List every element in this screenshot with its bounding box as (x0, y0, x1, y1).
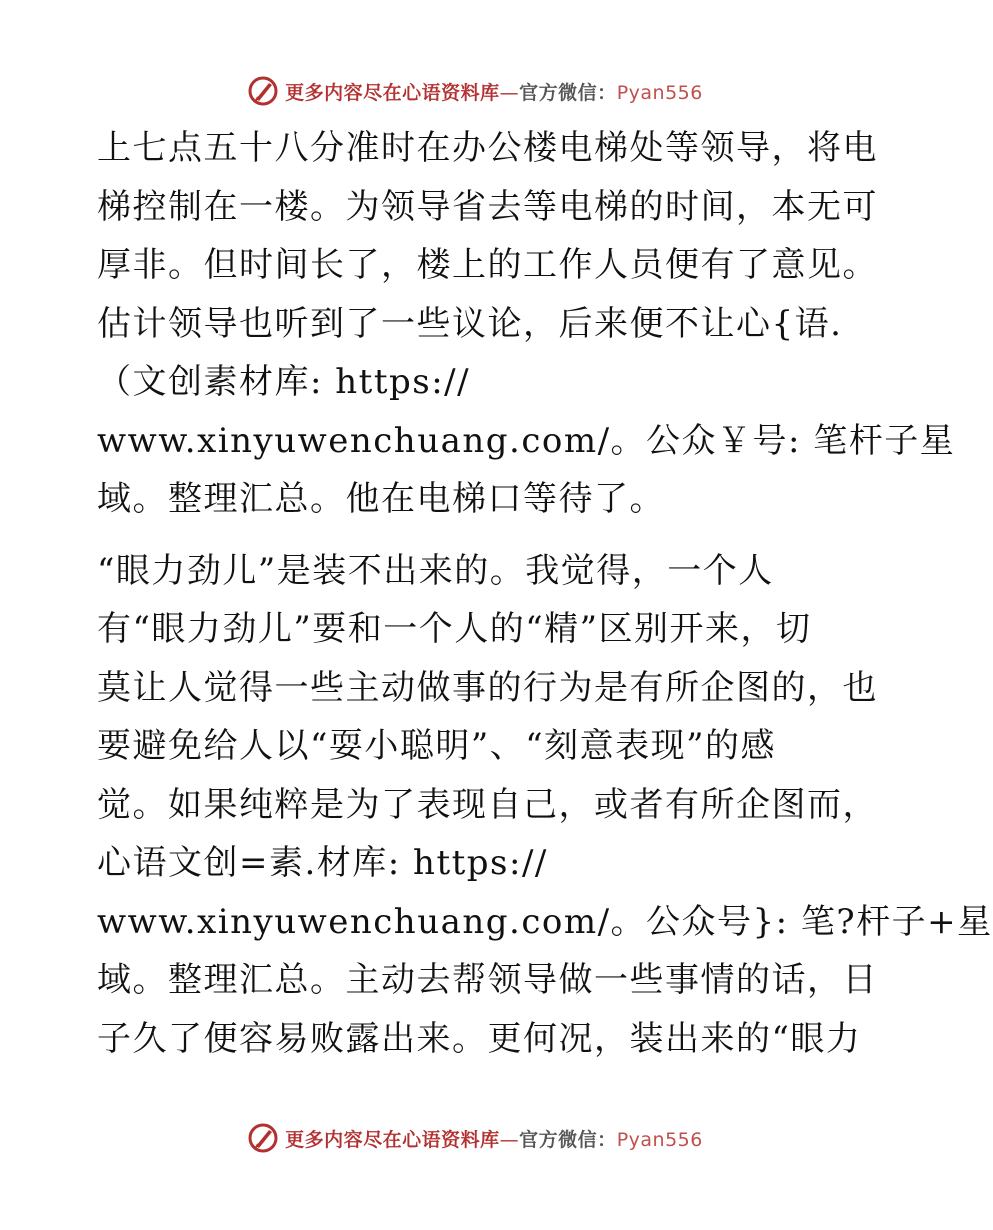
watermark-label: 官方微信： (519, 1128, 617, 1151)
watermark-id: Pyan556 (616, 81, 703, 104)
text-line: 估计领导也听到了一些议论，后来便不让心{语. (97, 303, 843, 344)
text-line: www.xinyuwenchuang.com/。公众￥号: 笔杆子星 (97, 420, 956, 461)
text-line: 厚非。但时间长了，楼上的工作人员便有了意见。 (97, 245, 878, 285)
watermark-id: Pyan556 (616, 1128, 703, 1151)
text-line: 域。整理汇总。主动去帮领导做一些事情的话，日 (97, 960, 878, 1000)
watermark-label: 官方微信： (519, 81, 617, 104)
text-line: 域。整理汇总。他在电梯口等待了。 (97, 479, 665, 519)
header-watermark (0, 71, 950, 111)
text-line: “眼力劲儿”是装不出来的。我觉得，一个人 (97, 550, 774, 591)
text-line: 要避免给人以“耍小聪明”、“刻意表现”的感 (97, 726, 777, 766)
text-line: 莫让人觉得一些主动做事的行为是有所企图的，也 (97, 667, 878, 708)
document-body (97, 119, 993, 1068)
text-line: 上七点五十八分准时在办公楼电梯处等领导，将电 (97, 128, 878, 168)
text-line: （文创素材库: https:// (97, 362, 471, 402)
text-line: 子久了便容易败露出来。更何况，装出来的“眼力 (97, 1018, 862, 1059)
text-line: 梯控制在一楼。为领导省去等电梯的时间，本无可 (97, 186, 878, 227)
text-line: 心语文创=素.材库: https:// (97, 843, 548, 883)
footer-watermark (0, 1118, 950, 1158)
text-line: 觉。如果纯粹是为了表现自己，或者有所企图而， (97, 784, 878, 825)
watermark-text (285, 1125, 703, 1152)
watermark-text (285, 78, 703, 105)
text-line: www.xinyuwenchuang.com/。公众号}: 笔?杆子+星 (97, 901, 993, 942)
watermark-main: 更多内容尽在心语资料库 (285, 1128, 500, 1151)
watermark-dash: — (499, 1128, 520, 1151)
text-line: 有“眼力劲儿”要和一个人的“精”区别开来，切 (97, 609, 812, 649)
watermark-dash: — (499, 81, 520, 104)
quill-logo-icon (247, 75, 279, 107)
quill-logo-icon (247, 1122, 279, 1154)
watermark-main: 更多内容尽在心语资料库 (285, 81, 500, 104)
